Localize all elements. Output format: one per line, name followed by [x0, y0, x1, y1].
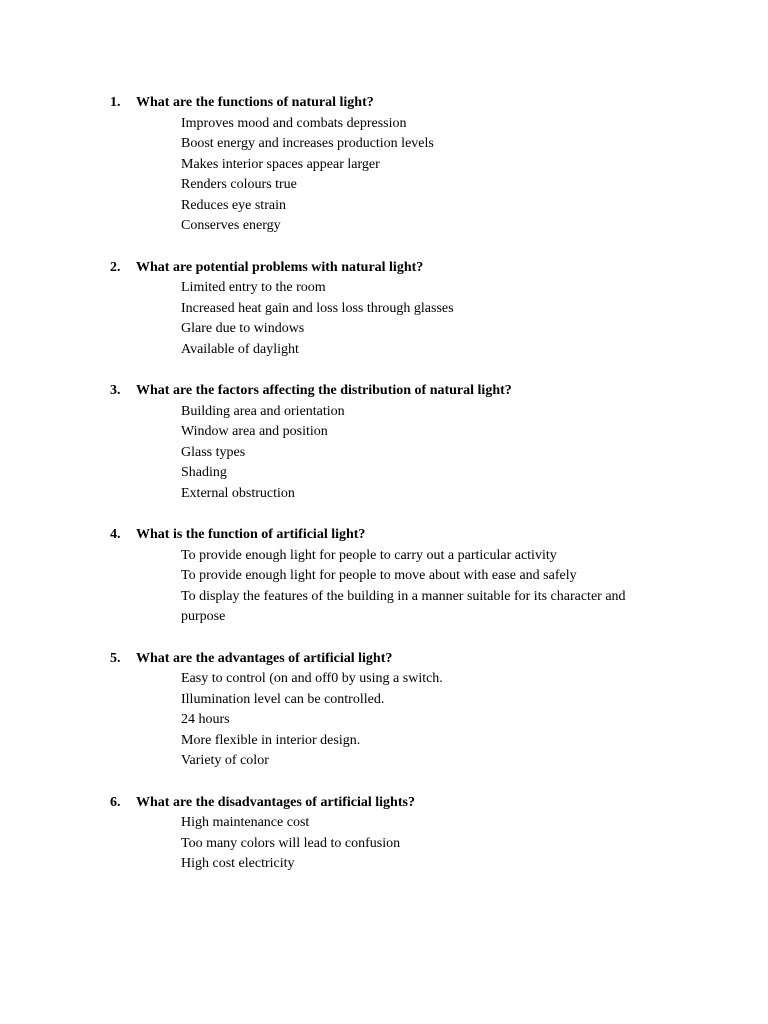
answer-line: Renders colours true — [181, 177, 297, 192]
answer-line: High cost electricity — [181, 856, 295, 871]
question-number: 3. — [110, 383, 121, 398]
answer-line: Shading — [181, 465, 227, 480]
answer-line: Improves mood and combats depression — [181, 115, 407, 131]
answer-line: Building area and orientation — [181, 403, 345, 419]
question-number: 1. — [110, 95, 121, 110]
question-number: 6. — [110, 794, 121, 810]
question-heading — [110, 793, 710, 814]
answer-list — [110, 546, 710, 628]
question-item-2 — [110, 258, 710, 361]
answer-line: Window area and position — [181, 424, 328, 439]
answer-line: Makes interior spaces appear larger — [181, 156, 380, 172]
answer-line: To provide enough light for people to move about with ease and safely — [181, 568, 577, 583]
answer-line: High maintenance cost — [181, 815, 310, 830]
question-heading — [110, 525, 710, 546]
answer-line: Conserves energy — [181, 218, 281, 233]
question-text: What are the functions of natural light? — [136, 95, 374, 110]
question-text: What are potential problems with natural light? — [136, 259, 424, 275]
answer-line: Variety of color — [181, 753, 269, 768]
answer-line: Reduces eye strain — [181, 197, 286, 213]
question-heading — [110, 258, 710, 279]
answer-line: To provide enough light for people to carry out a particular activity — [181, 547, 557, 563]
question-item-6 — [110, 793, 710, 875]
question-list — [110, 93, 710, 896]
answer-list — [110, 402, 710, 505]
answer-list — [110, 813, 710, 875]
answer-line: Increased heat gain and loss loss through glasses — [181, 300, 454, 316]
answer-list — [110, 114, 710, 237]
question-text: What are the factors affecting the distribution of natural light? — [136, 383, 512, 398]
answer-line: 24 hours — [181, 712, 230, 727]
answer-line: To display the features of the building in a manner suitable for its character and — [181, 588, 626, 604]
answer-line: External obstruction — [181, 485, 295, 501]
question-heading — [110, 381, 710, 402]
question-item-4 — [110, 525, 710, 628]
question-item-1 — [110, 93, 710, 237]
answer-line: Glare due to windows — [181, 321, 305, 336]
answer-line: Available of daylight — [181, 341, 299, 357]
question-number: 4. — [110, 527, 121, 542]
answer-line: Boost energy and increases production levels — [181, 136, 434, 151]
answer-line: Limited entry to the room — [181, 280, 326, 295]
question-text: What are the advantages of artificial light? — [136, 650, 393, 666]
question-item-5 — [110, 649, 710, 772]
answer-list — [110, 669, 710, 772]
answer-list — [110, 278, 710, 360]
question-text: What are the disadvantages of artificial lights? — [136, 794, 415, 810]
answer-line: More flexible in interior design. — [181, 732, 361, 748]
question-item-3 — [110, 381, 710, 504]
question-heading — [110, 93, 710, 114]
answer-line: purpose — [181, 609, 226, 624]
question-heading — [110, 649, 710, 670]
answer-line: Easy to control (on and off0 by using a switch. — [181, 671, 443, 686]
answer-line: Illumination level can be controlled. — [181, 691, 385, 707]
question-text: What is the function of artificial light? — [136, 527, 366, 542]
question-number: 5. — [110, 650, 121, 666]
answer-line: Too many colors will lead to confusion — [181, 835, 401, 851]
question-number: 2. — [110, 259, 121, 275]
answer-line: Glass types — [181, 444, 246, 460]
